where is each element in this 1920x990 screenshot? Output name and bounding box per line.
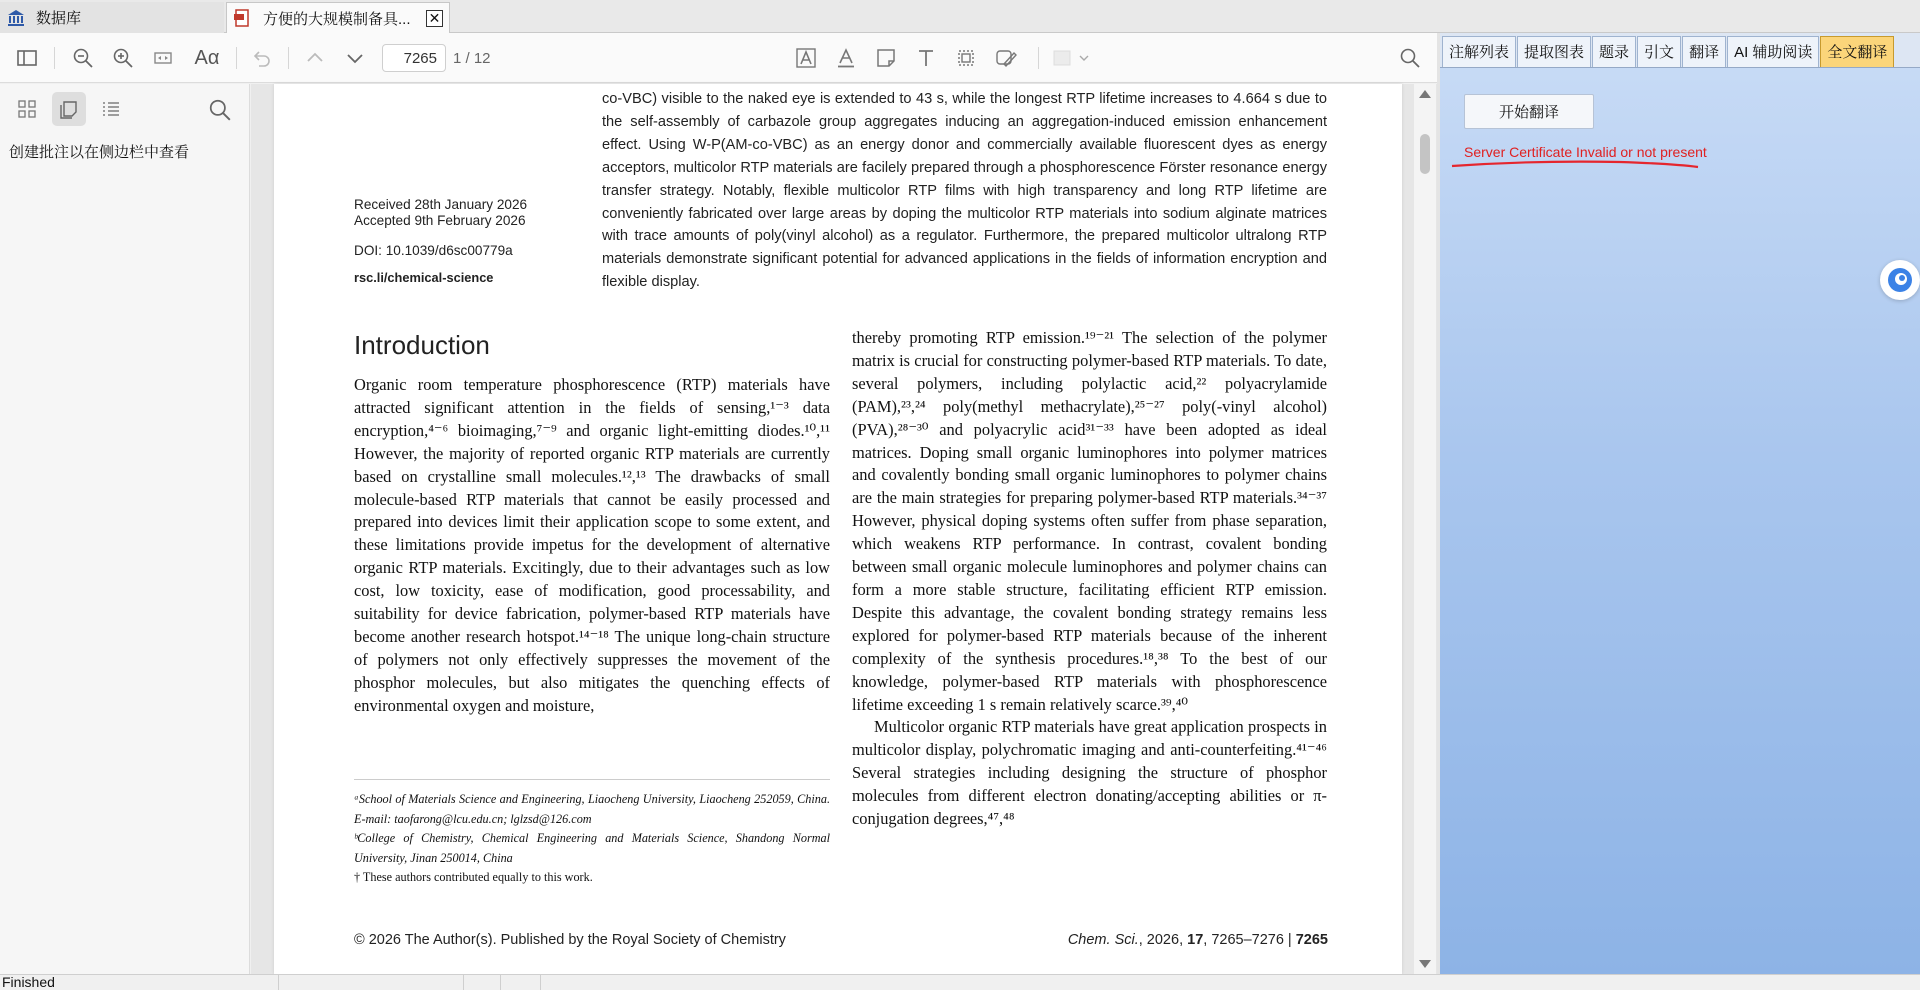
thumbnails-icon[interactable] xyxy=(10,92,44,126)
status-cell xyxy=(500,975,501,990)
color-picker-icon[interactable] xyxy=(1050,45,1094,71)
text-box-icon[interactable] xyxy=(793,45,819,71)
text-tool-icon[interactable] xyxy=(913,45,939,71)
scroll-up-icon[interactable] xyxy=(1419,90,1431,98)
footnote-a: ᵃSchool of Materials Science and Engineering, Liaocheng University, Liaocheng 252059, China. E-mail: taofarong@lcu.edu.cn; lglzsd@126.com xyxy=(354,792,830,826)
chat-bubble-icon xyxy=(1886,266,1914,294)
tab-ai-reading[interactable]: AI 辅助阅读 xyxy=(1727,36,1819,67)
footnote-c: † These authors contributed equally to this work. xyxy=(354,870,593,884)
paragraph: Multicolor organic RTP materials have great application prospects in multicolor display, polychromatic imaging and anti-counterfeiting.⁴¹⁻⁴⁶ Several strategies including designing the structure of phosphor molecules from different electron donating/accepting abilities or π-conjugation degrees,⁴⁷,⁴⁸ xyxy=(852,717,1327,829)
tab-references[interactable]: 引文 xyxy=(1637,36,1681,67)
zoom-in-icon[interactable] xyxy=(110,45,136,71)
next-page-icon[interactable] xyxy=(342,45,368,71)
tab-annotation-list[interactable]: 注解列表 xyxy=(1442,36,1516,67)
status-cell xyxy=(463,975,464,990)
assistant-float-button[interactable] xyxy=(1880,260,1920,300)
divider xyxy=(288,47,289,69)
accepted-date: Accepted 9th February 2026 xyxy=(354,213,526,228)
section-title: Introduction xyxy=(354,330,490,360)
area-select-icon[interactable] xyxy=(953,45,979,71)
paragraph: thereby promoting RTP emission.¹⁹⁻²¹ The selection of the polymer matrix is crucial for constructing polymer-based RTP materials. To date, several polymers, including polylactic acid,²² polyacrylamide (PAM),²³,²⁴ poly(methyl methacrylate),²⁵⁻²⁷ poly(-vinyl alcohol) (PVA),²⁸⁻³⁰ and polyacrylic acid³¹⁻³³ have been adopted as ideal matrices. Doping small organic luminophores into polymer matrices and covalently bonding small organic luminophores to polymer chains are the main strategies for preparing polymer-based RTP materials.³⁴⁻³⁷ However, physical doping systems often suffer from phase separation, which weakens RTP performance. In contrast, covalent bonding between small organic molecule luminophores and polymer chains can form a more stable structure, facilitating efficient RTP emission. Despite this advantage, the covalent bonding strategy remains less explored for polymer-based RTP materials because of the inherent complexity of the synthesis procedures.¹⁸,³⁸ To the best of our knowledge, polymer-based RTP materials with phosphorescence lifetime exceeding 1 s remain relatively scarce.³⁹,⁴⁰ xyxy=(852,328,1327,714)
scroll-thumb[interactable] xyxy=(1420,134,1430,174)
tab-citation-record[interactable]: 题录 xyxy=(1592,36,1636,67)
search-icon[interactable] xyxy=(1397,45,1423,71)
pdf-icon xyxy=(233,8,253,28)
left-column xyxy=(354,374,830,718)
doi: DOI: 10.1039/d6sc00779a xyxy=(354,243,513,258)
tab-extract-figures[interactable]: 提取图表 xyxy=(1517,36,1591,67)
citation-journal: Chem. Sci. xyxy=(1067,932,1139,948)
annotation-sidebar xyxy=(0,84,250,974)
draw-tool-icon[interactable] xyxy=(993,45,1019,71)
footnote-b: ᵇCollege of Chemistry, Chemical Engineering and Materials Science, Shandong Normal University, Jinan 250014, China xyxy=(354,831,830,865)
received-date: Received 28th January 2026 xyxy=(354,197,528,212)
tab-document[interactable] xyxy=(226,2,450,33)
footnote-divider xyxy=(354,779,830,780)
citation-year: , 2026, xyxy=(1138,932,1188,948)
right-panel xyxy=(1440,33,1920,974)
status-bar xyxy=(0,974,1920,989)
sidebar-tools xyxy=(10,92,128,126)
text-settings-button[interactable]: Aα xyxy=(194,46,220,69)
note-icon[interactable] xyxy=(873,45,899,71)
close-icon[interactable]: ✕ xyxy=(426,10,443,27)
citation-volume: 17 xyxy=(1187,932,1204,948)
pdf-page[interactable] xyxy=(274,84,1402,974)
page-number-input[interactable] xyxy=(382,44,446,72)
footnotes xyxy=(354,790,830,888)
right-column xyxy=(852,327,1327,831)
page-number: 7265 xyxy=(1295,932,1328,948)
journal-link[interactable]: rsc.li/chemical-science xyxy=(354,270,494,285)
sidebar-hint: 创建批注以在侧边栏中查看 xyxy=(9,144,190,161)
tab-label: 数据库 xyxy=(36,10,82,27)
annotation-underline xyxy=(1450,158,1700,172)
right-panel-tabs xyxy=(1440,33,1920,68)
tab-translate[interactable]: 翻译 xyxy=(1682,36,1726,67)
vertical-scrollbar[interactable] xyxy=(1414,84,1436,974)
citation-pages: , 7265–7276 | xyxy=(1203,932,1296,948)
annotations-icon[interactable] xyxy=(52,92,86,126)
highlight-text-icon[interactable] xyxy=(833,45,859,71)
undo-icon[interactable] xyxy=(248,45,274,71)
fit-width-icon[interactable] xyxy=(150,45,176,71)
bank-icon xyxy=(6,8,26,28)
scroll-down-icon[interactable] xyxy=(1419,960,1431,968)
outline-icon[interactable] xyxy=(94,92,128,126)
copyright: © 2026 The Author(s). Published by the Royal Society of Chemistry xyxy=(354,932,786,948)
sidebar-search-icon[interactable] xyxy=(208,98,232,125)
tab-full-translation[interactable]: 全文翻译 xyxy=(1820,36,1894,67)
viewer-toolbar xyxy=(0,33,1437,83)
status-text: Finished xyxy=(2,974,55,990)
start-translation-button[interactable]: 开始翻译 xyxy=(1464,94,1594,129)
paragraph: Organic room temperature phosphorescence (RTP) materials have attracted significant attention in the fields of sensing,¹⁻³ data encryption,⁴⁻⁶ bioimaging,⁷⁻⁹ and organic light-emitting diodes.¹⁰,¹¹ However, the majority of reported organic RTP materials are currently based on crystalline small molecules.¹²,¹³ The drawbacks of small molecule-based RTP materials that cannot be easily processed and prepared into devices limit their application scope to some extent, and these limitations provide impetus for the development of alternative organic RTP materials. Excitingly, due to their advantages such as low cost, low toxicity, ease of modification, good processability, and suitability for device fabrication, polymer-based RTP materials have become another research hotspot.¹⁴⁻¹⁸ The unique long-chain structure of polymers not only effectively suppresses the movement of the phosphor molecules, but also mitigates the quenching effects of environmental oxygen and moisture, xyxy=(354,375,830,715)
tab-bar xyxy=(0,0,1920,33)
divider xyxy=(1038,47,1039,69)
sidebar-toggle-icon[interactable] xyxy=(14,45,40,71)
citation xyxy=(1068,932,1328,948)
error-message: Server Certificate Invalid or not present xyxy=(1464,144,1707,160)
status-cell xyxy=(540,975,541,990)
prev-page-icon[interactable] xyxy=(302,45,328,71)
abstract-text: co-VBC) visible to the naked eye is extended to 43 s, while the longest RTP lifetime increases to 4.664 s due to the self-assembly of carbazole group aggregates inducing an aggregation-induced emission enhancement effect. Using W-P(AM-co-VBC) as an energy donor and commercially available fluorescent dyes as energy acceptors, multicolor RTP materials are facilely prepared through a phosphorescence Förster resonance energy transfer strategy. Notably, flexible multicolor RTP films with high transparency and long RTP lifetime are conveniently fabricated over large areas by doping the multicolor RTP materials into sodium alginate matrices with trace amounts of poly(vinyl alcohol) as a regulator. Furthermore, the prepared multicolor ultralong RTP materials demonstrate significant potential for advanced applications in the fields of information encryption and flexible display. xyxy=(602,91,1327,291)
tab-label: 方便的大规模制备具... xyxy=(263,10,411,28)
divider xyxy=(236,47,237,69)
tab-database[interactable] xyxy=(0,2,224,33)
zoom-out-icon[interactable] xyxy=(70,45,96,71)
page-count: 1 / 12 xyxy=(453,50,491,67)
divider xyxy=(54,47,55,69)
status-cell xyxy=(278,975,279,990)
